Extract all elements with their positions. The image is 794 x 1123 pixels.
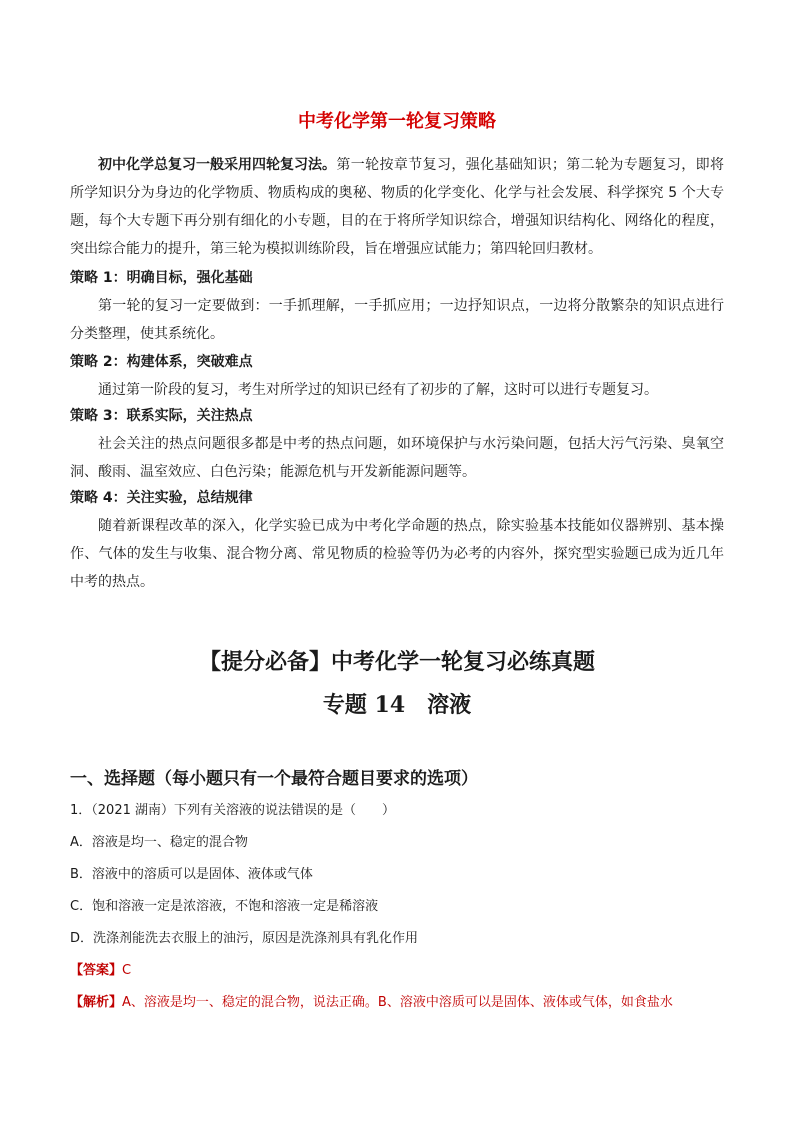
answer-line: [70, 960, 131, 982]
option-a: A．溶液是均一、稳定的混合物: [70, 835, 248, 850]
strategy-3-heading: 策略 3：联系实际，关注热点: [70, 408, 253, 424]
intro-text: 第一轮按章节复习，强化基础知识；第二轮为专题复习，即将所学知识分为身边的化学物质、物质构成的奥秘、物质的化学变化、化学与社会发展、科学探究 5 个大专题，每个大专题下再分别有细化的小专题，目的在于将所学知识综合，增强知识结构化、网络化的程度，突出综合能力的提升，第三轮为模拟训练阶段，旨在增强应试能力；第四轮回归教材。: [70, 157, 724, 257]
strategy-4-heading: 策略 4：关注实验，总结规律: [70, 490, 253, 506]
strategy-2-body: 通过第一阶段的复习，考生对所学过的知识已经有了初步的了解，这时可以进行专题复习。: [98, 382, 658, 398]
exam-subtitle: 专题 14 溶液: [322, 692, 472, 718]
strategy-1-body: 第一轮的复习一定要做到：一手抓理解，一手抓应用；一边抒知识点，一边将分散繁杂的知识点进行分类整理，使其系统化。: [70, 298, 724, 342]
strategy-2-heading: 策略 2：构建体系，突破难点: [70, 354, 253, 370]
answer-value: C: [122, 963, 132, 978]
option-b: B．溶液中的溶质可以是固体、液体或气体: [70, 867, 313, 882]
question-stem: 1．（2021 湖南）下列有关溶液的说法错误的是（ ）: [70, 803, 395, 818]
answer-label: 【答案】: [70, 963, 123, 978]
strategy-1-heading: 策略 1：明确目标，强化基础: [70, 270, 253, 286]
intro-paragraph: [70, 151, 724, 263]
strategy-title: 中考化学第一轮复习策略: [298, 111, 496, 132]
intro-lead: 初中化学总复习一般采用四轮复习法。: [98, 157, 336, 173]
analysis-line: [70, 992, 730, 1014]
analysis-text: A、溶液是均一、稳定的混合物，说法正确。B、溶液中溶质可以是固体、液体或气体，如食盐水: [122, 995, 673, 1010]
strategy-3-body: 社会关注的热点问题很多都是中考的热点问题，如环境保护与水污染问题，包括大污气污染、臭氧空洞、酸雨、温室效应、白色污染；能源危机与开发新能源问题等。: [70, 436, 724, 480]
section-heading: 一、选择题（每小题只有一个最符合题目要求的选项）: [70, 769, 478, 789]
exam-title: 【提分必备】中考化学一轮复习必练真题: [198, 649, 595, 675]
option-d: D．洗涤剂能洗去衣服上的油污，原因是洗涤剂具有乳化作用: [70, 931, 419, 946]
analysis-label: 【解析】: [70, 995, 123, 1010]
strategy-4-body: 随着新课程改革的深入，化学实验已成为中考化学命题的热点，除实验基本技能如仪器辨别、基本操作、气体的发生与收集、混合物分离、常见物质的检验等仍为必考的内容外，探究型实验题已成为近几年中考的热点。: [70, 518, 724, 590]
option-c: C．饱和溶液一定是浓溶液，不饱和溶液一定是稀溶液: [70, 899, 379, 914]
